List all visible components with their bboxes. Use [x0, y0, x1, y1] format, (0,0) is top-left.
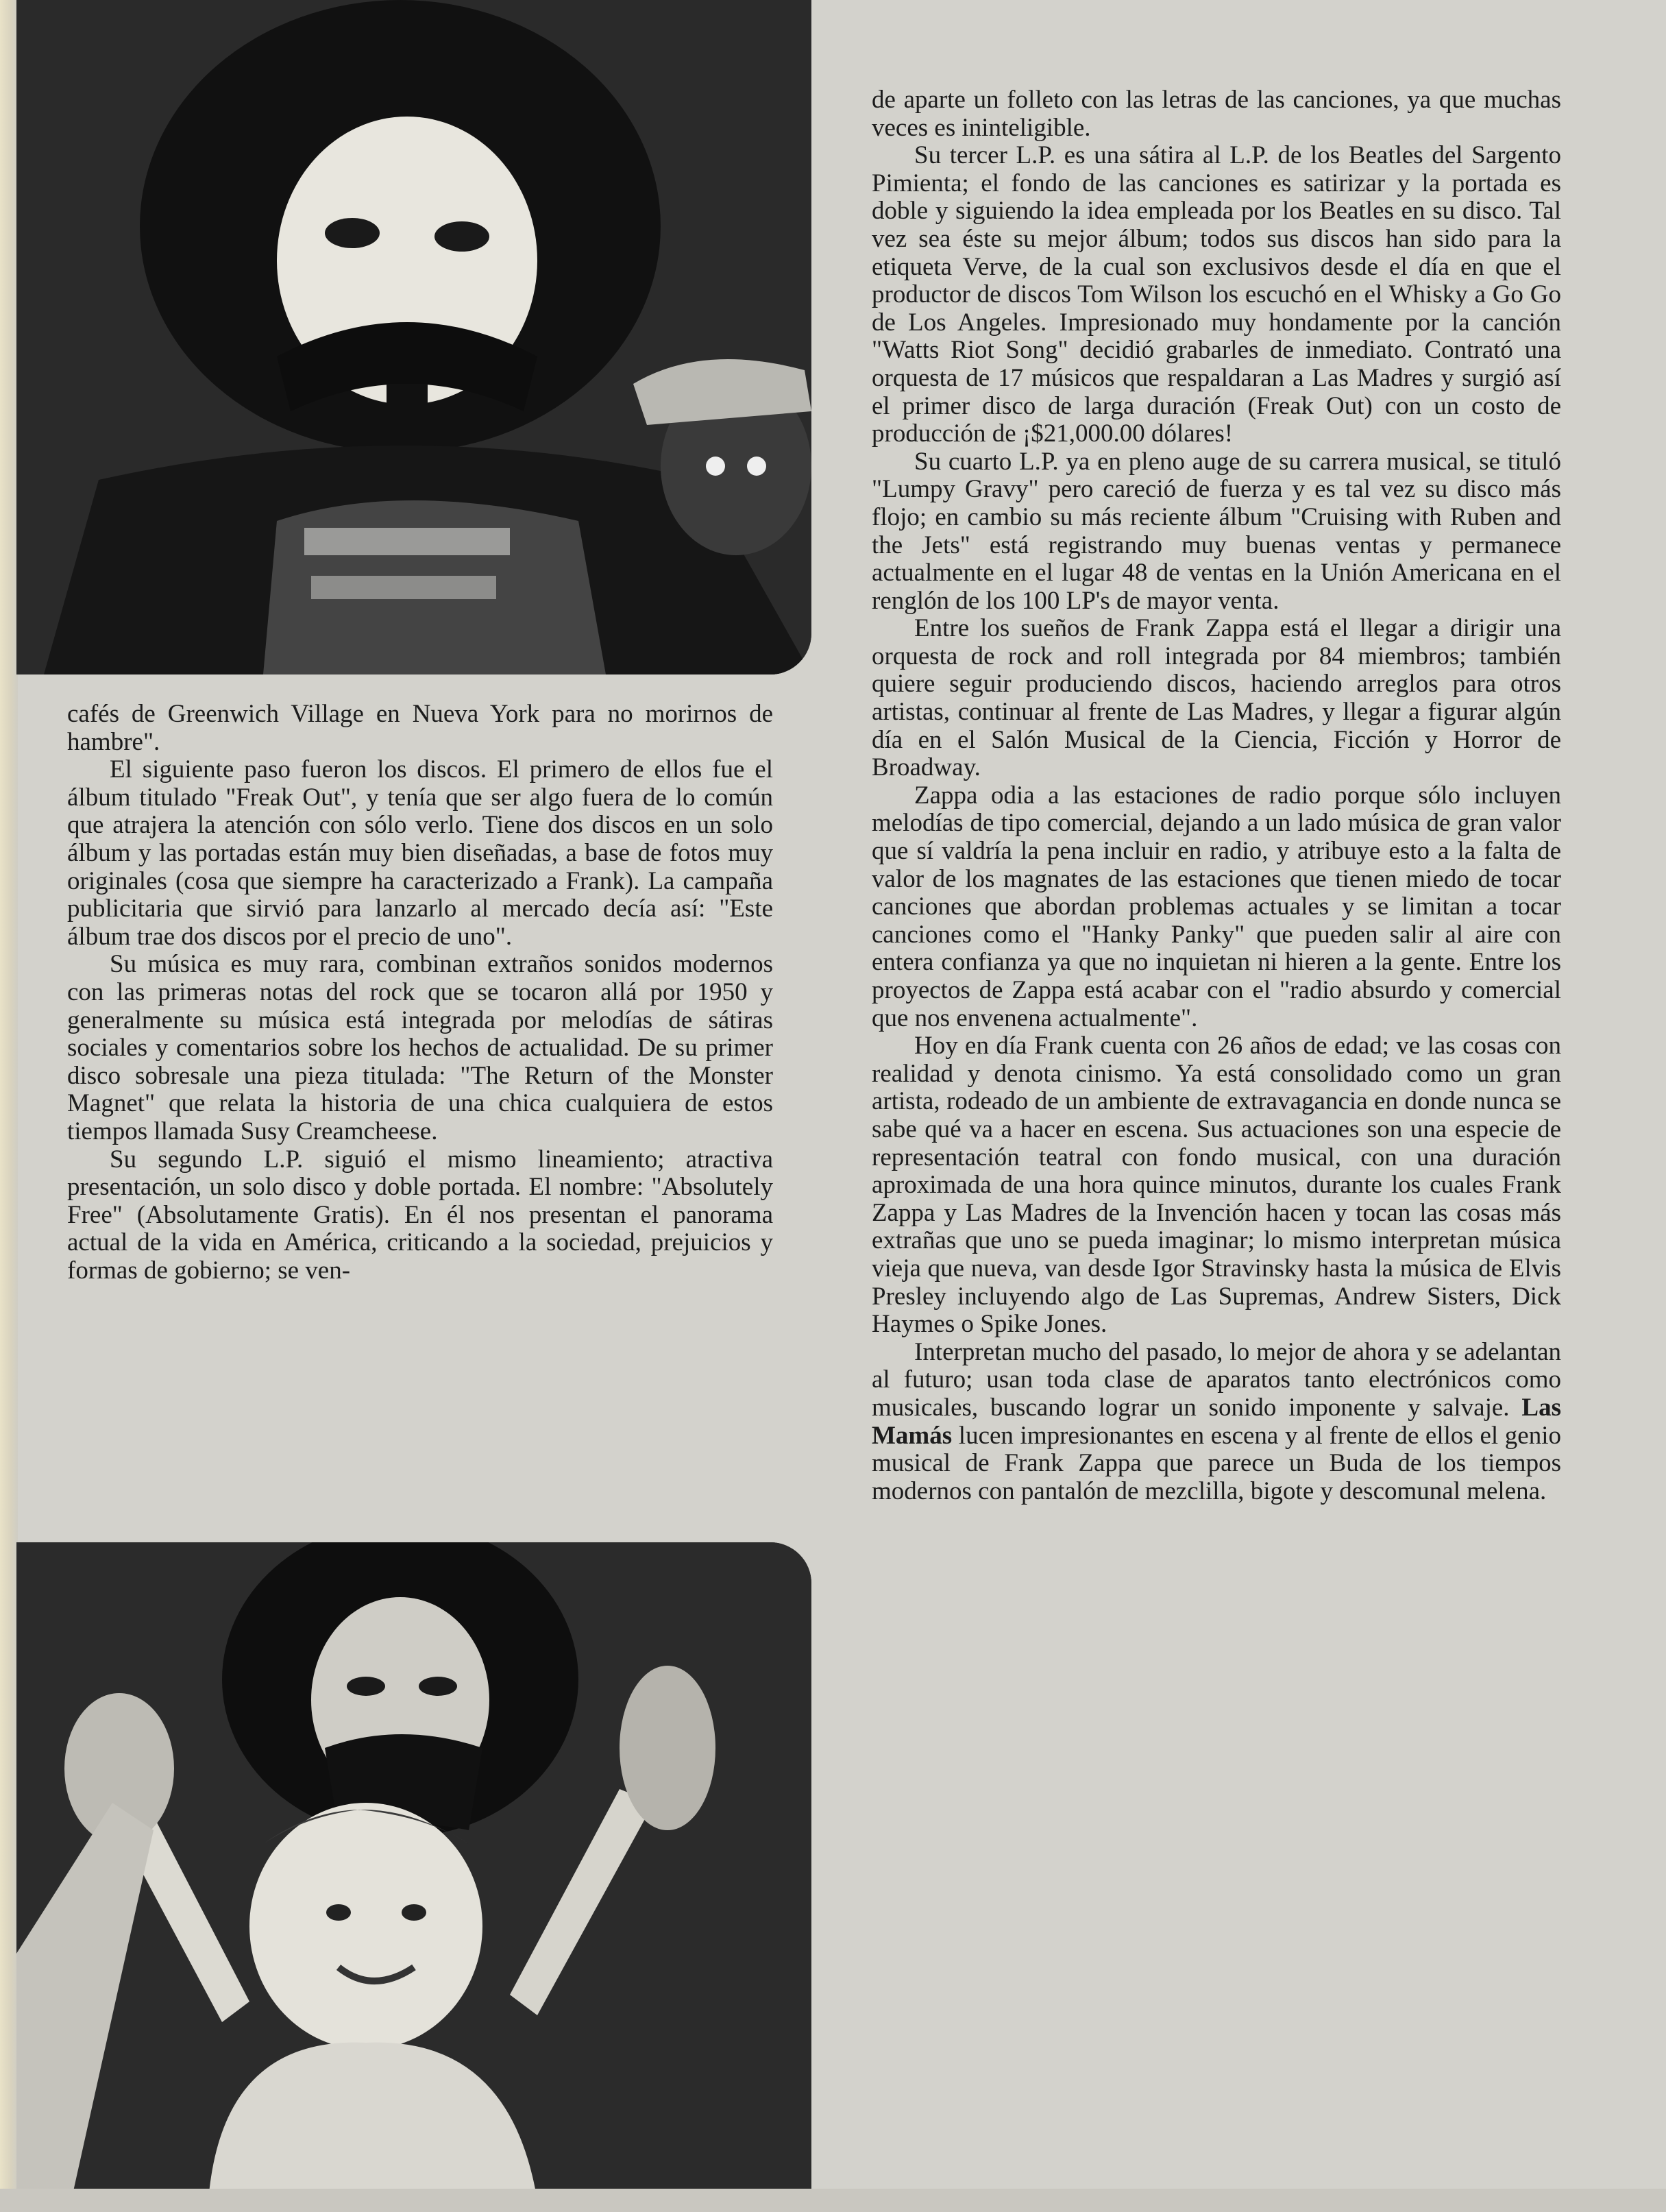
paragraph: Su cuarto L.P. ya en pleno auge de su carrera musical, se tituló "Lumpy Gravy" pero careció de fuerza y es tal vez su disco más flojo; en cambio su más reciente álbum "Cruising with Ruben and the Jets" está registrando muy buenas ventas y permanece actualmente en el lugar 48 de ventas en la Unión Americana en el renglón de los 100 LP's de mayor venta.: [872, 447, 1561, 615]
final-text-part2: lucen impresionantes en escena y al frente de ellos el genio musical de Frank Zappa que parece un Buda de los tiempos modernos con pantalón de mezclilla, bigote y descomunal melena.: [872, 1421, 1561, 1505]
photo-zappa-guitar-image: [16, 0, 811, 674]
paragraph: Zappa odia a las estaciones de radio porque sólo incluyen melodías de tipo comercial, dejando a un lado música de gran valor que sí valdría la pena incluir en radio, y atribuye esto a la falta de valor de los magnates de las estaciones que tienen miedo de tocar canciones que abordan problemas actuales y se limitan a tocar canciones como el "Hanky Panky" que pueden salir al aire con entera confianza ya que no inquietan ni hieren a la gente. Entre los proyectos de Zappa está acabar con el "radio absurdo y comercial que nos envenena actualmente".: [872, 781, 1561, 1032]
paragraph: Entre los sueños de Frank Zappa está el llegar a dirigir una orquesta de rock and roll integrada por 84 miembros; también quiere seguir produciendo discos, haciendo arreglos para otros artistas, continuar al frente de Las Madres, y llegar a figurar algún día en el Salón Musical de la Ciencia, Ficción y Horror de Broadway.: [872, 614, 1561, 782]
paragraph: cafés de Greenwich Village en Nueva York para no morirnos de hambre".: [67, 700, 773, 756]
paragraph: de aparte un folleto con las letras de las canciones, ya que muchas veces es ininteligible.: [872, 86, 1561, 142]
paragraph: El siguiente paso fueron los discos. El primero de ellos fue el álbum titulado "Freak Out", y tenía que ser algo fuera de lo común que atrajera la atención con sólo verlo. Tiene dos discos en un solo álbum y las portadas están muy bien diseñadas, a base de fotos muy originales (cosa que siempre ha caracterizado a Frank). La campaña publicitaria que sirvió para lanzarlo al mercado decía así: "Este álbum trae dos discos por el precio de uno".: [67, 755, 773, 951]
page-binding-edge: [0, 0, 18, 2212]
paragraph: Su tercer L.P. es una sátira al L.P. de los Beatles del Sargento Pimienta; el fondo de las canciones es satirizar y la portada es doble y siguiendo la idea empleada por los Beatles en su disco. Tal vez sea éste su mejor álbum; todos sus discos han sido para la etiqueta Verve, de la cual son exclusivos desde el día en que el productor de discos Tom Wilson los escuchó en el Whisky a Go Go de Los Angeles. Impresionado muy hondamente por la canción "Watts Riot Song" decidió grabarles de inmediato. Contrató una orquesta de 17 músicos que respaldaran a Las Madres y surgió así el primer disco de larga duración (Freak Out) con un costo de producción de ¡$21,000.00 dólares!: [872, 141, 1561, 448]
page-bottom-edge: [0, 2189, 1666, 2212]
bold-las-mamas: Las Mamás: [872, 1393, 1561, 1450]
paragraph: Su segundo L.P. siguió el mismo lineamiento; atractiva presentación, un solo disco y doble portada. El nombre: "Absolutely Free" (Absolutamente Gratis). En él nos presentan el panorama actual de la vida en América, criticando a la sociedad, prejuicios y formas de gobierno; se ven-: [67, 1145, 773, 1285]
photo-zappa-baby-image: [16, 1542, 811, 2200]
final-text-part1: Interpretan mucho del pasado, lo mejor de ahora y se adelantan al futuro; usan toda clase de aparatos tanto electrónicos como musicales, buscando lograr un sonido imponente y salvaje.: [872, 1337, 1561, 1422]
paragraph: Hoy en día Frank cuenta con 26 años de edad; ve las cosas con realidad y denota cinismo. Ya está consolidado como un gran artista, rodeado de un ambiente de extravagancia en donde nunca se sabe qué va a hacer en escena. Sus actuaciones son una especie de representación teatral con fondo musical, con una duración aproximada de una hora quince minutos, durante los cuales Frank Zappa y Las Madres de la Invención hacen y tocan las cosas más extrañas que uno se pueda imaginar; lo mismo interpretan música vieja que nueva, van desde Igor Stravinsky hasta la música de Elvis Presley incluyendo algo de Las Supremas, Andrew Sisters, Dick Haymes o Spike Jones.: [872, 1032, 1561, 1339]
photo-zappa-with-baby: [16, 1542, 811, 2200]
photo-zappa-with-guitar: [16, 0, 811, 674]
left-column-text: [67, 701, 773, 1285]
paragraph: Su música es muy rara, combinan extraños sonidos modernos con las primeras notas del rock que se tocaron allá por 1950 y generalmente su música está integrada por melodías de sátiras sociales y comentarios sobre los hechos de actualidad. De su primer disco sobresale una pieza titulada: "The Return of the Monster Magnet" que relata la historia de una chica cualquiera de estos tiempos llamada Susy Creamcheese.: [67, 950, 773, 1145]
right-column-text: [872, 86, 1561, 1505]
paragraph-final: [872, 1339, 1561, 1506]
